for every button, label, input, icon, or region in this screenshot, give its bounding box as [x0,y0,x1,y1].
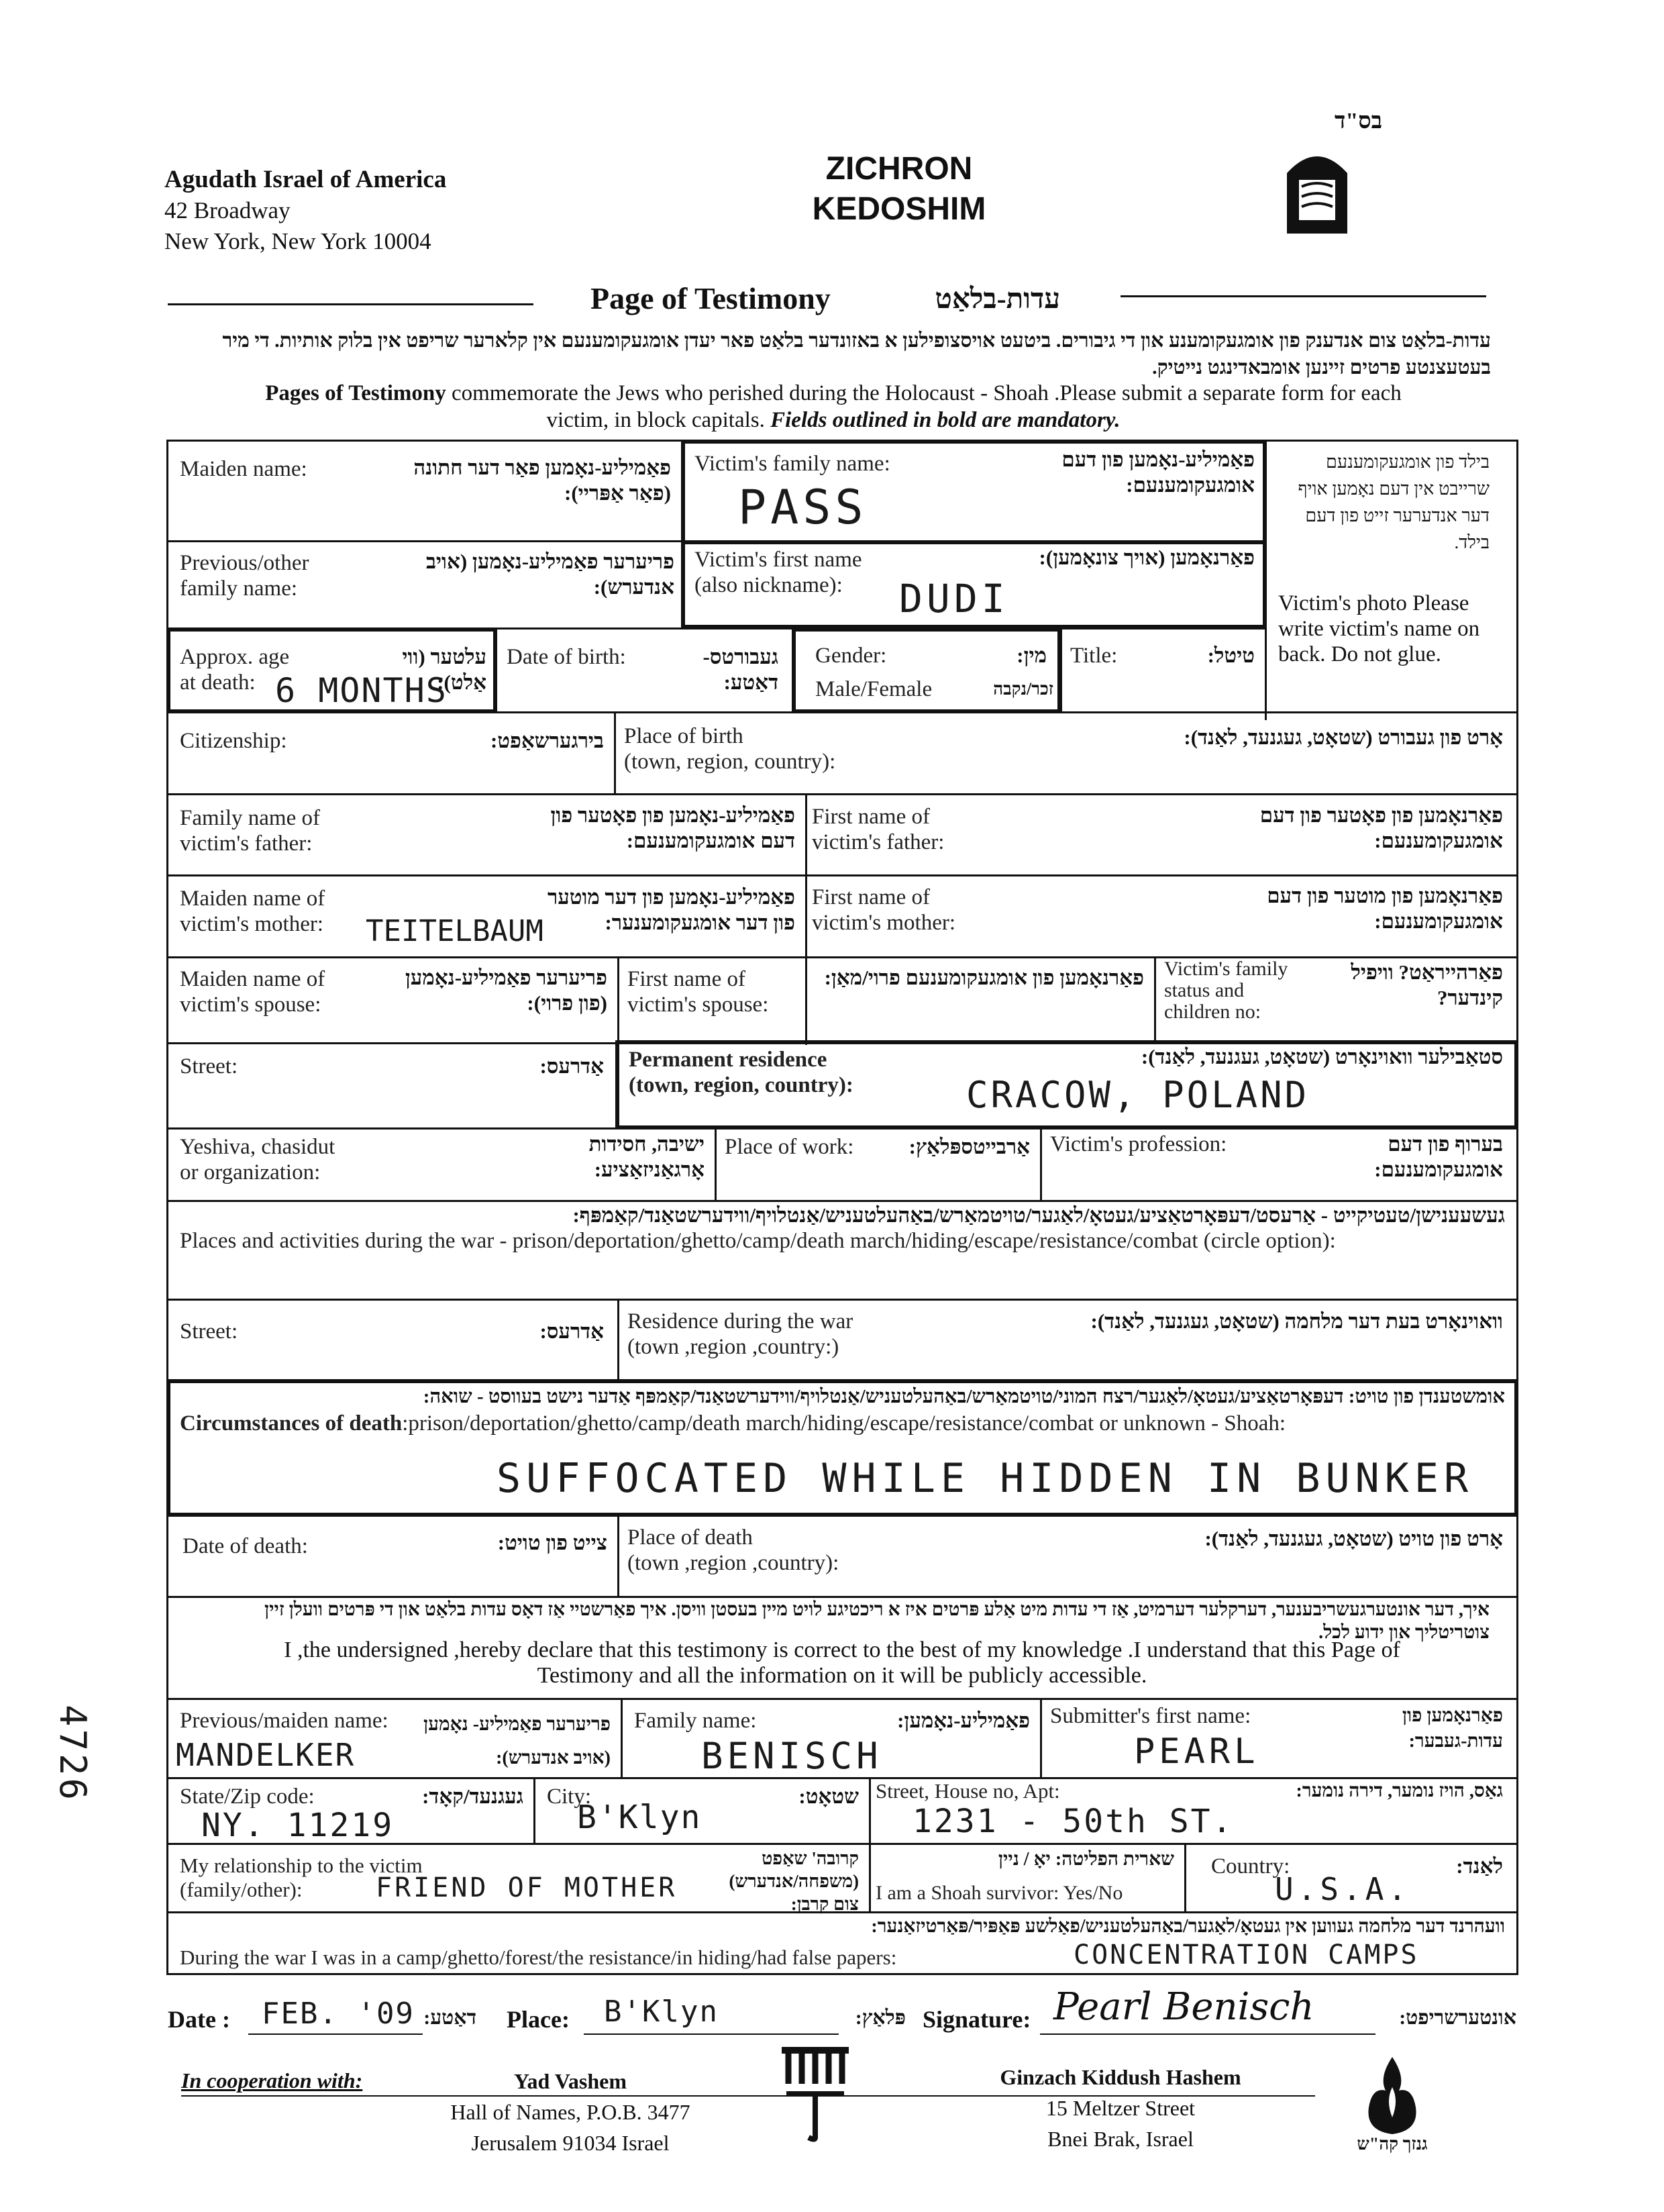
war-street-label: Street: [180,1319,238,1344]
victim-first-label-2: (also nickname): [694,573,843,597]
war-residence-label-2: (town ,region ,country:) [627,1335,839,1359]
sub-street-value[interactable]: 1231 - 50th ST. [913,1803,1234,1840]
spouse-first-heb: פאַרנאָמען פון אומגעקומענעם פרוי/מאַן: [824,966,1144,989]
perm-residence-value[interactable]: CRACOW, POLAND [966,1074,1310,1116]
divider [1154,956,1156,1044]
profession-heb: בערוף פון דעם אומגעקומענעם: [1374,1132,1503,1181]
mother-maiden-label-1: Maiden name of [180,887,325,911]
sub-country-heb: לאַנד: [1456,1854,1503,1878]
sub-prev-maiden-value[interactable]: MANDELKER [176,1737,356,1773]
divider [166,1127,1518,1129]
yeshiva-label-2: or organization: [180,1160,321,1185]
father-first-label [812,804,944,855]
divider [869,1843,871,1913]
sub-prev-maiden-heb: פריערער פאַמיליע- נאָמען (אויב אנדערש): [423,1714,611,1768]
prev-family-label-2: family name: [180,576,298,601]
spouse-first-label-2: victim's spouse: [627,993,769,1017]
signature-underline [1040,2033,1375,2035]
mother-maiden-label [180,886,325,937]
family-status-label [1164,958,1288,1023]
maiden-name-heb: פאַמיליע-נאָמען פאַר דער חתונה (פאַר אַפּריי): [413,456,671,505]
sub-relationship-heb: קרובה' שאַפט (משפחה/אנדערש) צום קרבן: [729,1848,859,1914]
zichron-logo-icon [1280,146,1354,240]
mother-first-label [812,885,955,936]
cooperation-label: In cooperation with: [181,2068,363,2093]
date-death-heb: צייט פון טויט: [497,1531,607,1554]
yad-vashem-addr-2: Jerusalem 91034 Israel [471,2131,670,2155]
intro-en [176,380,1491,434]
ginzach-block [946,2062,1295,2154]
signature-heb: אונטערשריפט: [1399,2007,1516,2029]
date-value[interactable]: FEB. '09 [262,1997,415,2031]
margin-note: 4726 [52,1705,94,1803]
spouse-maiden-label-1: Maiden name of [180,967,325,991]
birthplace-label-2: (town, region, country): [624,750,836,774]
ginzach-title: Ginzach Kiddush Hashem [1000,2065,1241,2089]
citizenship-label: Citizenship: [180,729,287,753]
sub-family-heb: פאַמיליע-נאָמען: [897,1709,1030,1732]
yad-vashem-block [429,2066,711,2158]
prev-family-heb: פריערער פאַמיליע-נאָמען (אויב אנדערש): [425,550,674,599]
sub-prev-maiden-label: Previous/maiden name: [180,1709,388,1733]
declaration-heb: איך, דער אונטערגעשריבענער, דערקלער דערמיט, אַז די עדות מיט אַלע פּרטים איז א ריכטיגע לויט מיין בעסטן וויסן. איך פאַרשטיי אַז דאָס עדות בלאַט און די פּרטים וועלן זיין צוטריטליך און ידוע לכל. [264,1599,1490,1643]
age-value[interactable]: 6 MONTHS [275,671,448,710]
sub-war-heb: וועהרנד דער מלחמה געווען אין געטאָ/לאַגער/באַהעלטעניש/פאַלשע פּאַפּיר/פּאַרטיזאַנער: [871,1916,1505,1937]
maiden-name-label: Maiden name: [180,457,307,481]
signature-label: Signature: [923,2006,1031,2033]
sub-country-label: Country: [1211,1854,1290,1878]
war-residence-label [627,1309,853,1360]
divider [166,956,1518,958]
workplace-label: Place of work: [725,1135,854,1159]
place-heb: פּלאַץ: [855,2007,906,2029]
citizenship-heb: בירגערשאַפט: [490,729,604,752]
father-first-label-1: First name of [812,805,930,829]
title-rule-right [1121,295,1486,297]
father-family-label [180,805,320,856]
circumstances-heb: אומשטענדן פון טויט: דעפּאָרטאַציע/געטאָ/לאַגער/רצח המוני/טויטמאַרש/באַהעלטעניש/אַנטלויף/ווידערשטאַנד/קאַמפּף אַדער נישט בעווסט - שואה: [423,1386,1505,1407]
place-underline [584,2033,839,2035]
victim-family-label: Victim's family name: [694,452,890,476]
place-value[interactable]: B'Klyn [604,1995,719,2029]
place-death-label [627,1525,839,1576]
victim-first-value[interactable]: DUDI [899,576,1009,621]
sub-city-label: City: [547,1784,592,1809]
yeshiva-label-1: Yeshiva, chasidut [180,1135,335,1159]
prev-family-label [180,550,309,601]
perm-residence-label-2: (town, region, country): [629,1073,853,1097]
title-label: Title: [1070,644,1118,668]
spouse-maiden-label [180,966,325,1017]
divider [1040,1127,1042,1201]
org-block [164,164,540,257]
victim-first-label [694,547,862,598]
sub-country-value[interactable]: U.S.A. [1275,1871,1411,1907]
page-title-heb: עדות-בלאַט [935,284,1060,315]
profession-label: Victim's profession: [1050,1132,1227,1156]
divider [166,1596,1518,1598]
date-death-label: Date of death: [183,1534,308,1558]
divider [715,1127,717,1201]
activities-label: Places and activities during the war - prison/deportation/ghetto/camp/death march/hiding/escape/resistance/combat (circle option): [180,1229,1336,1253]
circumstances-value[interactable]: SUFFOCATED WHILE HIDDEN IN BUNKER [497,1455,1474,1502]
spouse-maiden-label-2: victim's spouse: [180,993,321,1017]
sub-state-value[interactable]: NY. 11219 [201,1807,395,1844]
age-label-2: at death: [180,670,256,695]
bsd-mark: בס"ד [1335,109,1382,134]
gender-label: Gender: [815,644,887,668]
divider [617,1299,619,1382]
divider [617,1517,619,1597]
yad-vashem-title: Yad Vashem [513,2069,627,2093]
sub-war-label: During the war I was in a camp/ghetto/forest/the resistance/in hiding/had false papers: [180,1946,897,1969]
intro-heb: עדות-בלאַט צום אנדענק פון אומגעקומענע און די גיבורים. ביטעט אויסצופילען א באזונדער בלאַט פאר יעדן אומגעקומענעם אין קלארער שריפט אין בלוק אותיות. די מיר בעטעצנטע פרטים זיינען אומבאדינגט נייטיק. [222,330,1491,379]
mother-maiden-label-2: victim's mother: [180,912,324,936]
spouse-first-label [627,966,768,1017]
father-family-label-2: victim's father: [180,832,313,856]
divider [617,956,619,1044]
birthplace-label-1: Place of birth [624,724,743,748]
org-address-1: 42 Broadway [164,197,291,223]
intro-en-bold: Pages of Testimony [265,381,446,405]
declaration-en [195,1638,1490,1689]
ginzach-logo-text: גנזך קה"ש [1357,2134,1428,2154]
mother-maiden-value[interactable]: TEITELBAUM [366,914,543,948]
sub-city-heb: שטאָט: [798,1784,859,1808]
victim-family-value[interactable]: PASS [738,480,868,535]
divider [869,1777,871,1844]
divider [805,793,807,1045]
yad-vashem-logo-icon [778,2044,852,2144]
title-heb: טיטל: [1207,644,1255,667]
org-name: Agudath Israel of America [164,166,447,193]
sub-war-value[interactable]: CONCENTRATION CAMPS [1074,1940,1419,1970]
gender-heb: מין: [1017,644,1047,667]
gender-heb-options: זכר/נקבה [993,679,1053,699]
date-underline [248,2033,423,2035]
divider [621,1698,623,1778]
birthplace-heb: אָרט פון געבורט (שטאָט, געגנעד, לאַנד): [1184,725,1503,749]
intro-en-text-2: victim, in block capitals. [546,408,765,432]
mother-first-label-2: victim's mother: [812,911,956,935]
photo-en: Victim's photo Please write victim's name on back. Do not glue. [1278,591,1480,666]
circumstances-label [180,1411,1505,1436]
sub-street-label: Street, House no, Apt: [876,1779,1060,1803]
title-rule-left [168,303,533,305]
divider [166,711,1518,713]
divider [166,1299,1518,1301]
intro-en-text: commemorate the Jews who perished during the Holocaust - Shoah .Please submit a separate form for each [451,381,1402,405]
photo-heb: בילד פון אומגעקומענעם שרייבט אין דעם נאָמען אויף דער אנדערער זייט פון דעם בילד. [1298,452,1490,552]
yad-vashem-addr-1: Hall of Names, P.O.B. 3477 [450,2100,690,2124]
family-status-label-2: status and [1164,979,1245,1001]
age-heb: עלטער (ווי אַלט): [402,645,486,694]
perm-residence-heb: סטאַבילער וואוינאָרט (שטאָט, געגנעד, לאַנד): [1141,1045,1503,1068]
sub-first-label: Submitter's first name: [1050,1704,1251,1728]
family-status-heb: פאַרהייראַט? וויפיל קינדער? [1351,960,1503,1009]
date-label: Date : [168,2006,230,2033]
place-death-label-2: (town ,region ,country): [627,1551,839,1575]
mother-first-label-1: First name of [812,885,930,909]
sub-survivor-label[interactable]: I am a Shoah survivor: Yes/No [876,1882,1123,1904]
sub-relationship-value[interactable]: FRIEND OF MOTHER [376,1872,678,1903]
place-death-heb: אָרט פון טויט (שטאָט, געגנעד, לאַנד): [1204,1527,1503,1550]
divider [166,1698,1518,1700]
father-first-label-2: victim's father: [812,830,945,854]
father-family-heb: פאַמיליע-נאָמען פון פאָטער פון דעם אומגעקומענעם: [550,803,795,852]
org-address-2: New York, New York 10004 [164,228,431,254]
age-label-1: Approx. age [180,645,290,669]
sub-family-value[interactable]: BENISCH [701,1735,882,1777]
sub-state-heb: געגנעד/קאָד: [422,1784,523,1808]
activities-heb: געשעענישן/טעטיקייט - אַרעסט/דעפּאָרטאַציע/געטאָ/לאַגער/טויטמאַרש/באַהעלטעניש/אַנטלויף/ווידערשטאַנד/קאַמפּף: [572,1203,1505,1227]
sub-survivor-heb: שארית הפליטה: יאָ / ניין [998,1849,1174,1870]
workplace-heb: אַרבייטספּלאַץ: [908,1135,1030,1158]
page-title: Page of Testimony [590,281,831,315]
family-status-label-3: children no: [1164,1001,1261,1023]
place-death-label-1: Place of death [627,1525,753,1550]
divider [1060,627,1062,713]
sub-relationship-label-1: My relationship to the victim [180,1854,423,1877]
prev-family-label-1: Previous/other [180,551,309,575]
birthplace-label [624,723,835,774]
ginzach-addr-2: Bnei Brak, Israel [1047,2127,1194,2151]
sub-state-label: State/Zip code: [180,1784,315,1809]
street-label: Street: [180,1054,238,1078]
age-label [180,644,289,695]
perm-residence-label-1: Permanent residence [629,1048,827,1072]
date-heb: דאַטע: [423,2007,476,2029]
dob-label: Date of birth: [507,645,626,669]
divider [1040,1698,1042,1778]
war-street-heb: אַדרעס: [539,1319,604,1343]
victim-family-heb: פאַמיליע-נאָמען פון דעם אומגעקומענעם: [1061,448,1255,497]
victim-first-label-1: Victim's first name [694,548,862,572]
divider [166,1200,1518,1202]
father-first-heb: פאַרנאָמען פון פאָטער פון דעם אומגעקומענעם: [1259,803,1503,852]
sub-street-heb: גאַס, הויז נומער, דירה נומער: [1296,1780,1503,1801]
circumstances-label-text: :prison/deportation/ghetto/camp/death march/hiding/escape/resistance/combat or unknown - Shoah: [402,1411,1286,1436]
sub-city-value[interactable]: B'Klyn [577,1799,702,1836]
dob-heb: געבורטס- דאַטע: [703,645,778,694]
divider [1184,1843,1186,1913]
yeshiva-heb: ישיבה, חסידות אָרגאַניזאַציע: [588,1132,705,1181]
family-status-label-1: Victim's family [1164,958,1288,980]
mother-maiden-heb: פאַמיליע-נאָמען פון דער מוטער פון דער אומגעקומענער: [547,885,795,934]
gender-options[interactable]: Male/Female [815,677,933,701]
war-residence-label-1: Residence during the war [627,1309,853,1334]
sub-first-value[interactable]: PEARL [1134,1731,1259,1772]
ginzach-addr-1: 15 Meltzer Street [1045,2096,1196,2120]
circumstances-label-bold: Circumstances of death [180,1411,403,1436]
street-heb: אַדרעס: [539,1054,604,1078]
sub-family-label: Family name: [634,1709,757,1733]
spouse-maiden-heb: פריערער פאַמיליע-נאָמען (פון פרוי): [405,966,607,1015]
declaration-en-2: Testimony and all the information on it will be publicly accessible. [537,1663,1147,1688]
declaration-en-1: I ,the undersigned ,hereby declare that this testimony is correct to the best of my knowledge .I understand that this Page of [284,1638,1400,1662]
place-label: Place: [507,2006,570,2033]
divider [533,1777,535,1844]
title-line-2: KEDOSHIM [812,191,986,227]
mother-first-heb: פאַרנאָמען פון מוטער פון דעם אומגעקומענעם: [1267,884,1503,933]
sub-first-heb: פאַרנאָמען פון עדות-געבער: [1402,1705,1503,1752]
victim-first-heb: פאַרנאָמען (אויך צונאָמען): [1039,546,1255,569]
father-family-label-1: Family name of [180,806,320,830]
divider [166,793,1518,795]
spouse-first-label-1: First name of [627,967,745,991]
sub-relationship-label-2: (family/other): [180,1878,303,1901]
yeshiva-label [180,1134,335,1185]
form-title [725,149,1074,230]
perm-residence-label [629,1047,853,1098]
intro-en-mandatory: Fields outlined in bold are mandatory. [770,408,1121,432]
title-line-1: ZICHRON [825,151,973,187]
signature-value[interactable]: Pearl Benisch [1053,1985,1314,2029]
war-residence-heb: וואוינאָרט בעת דער מלחמה (שטאָט, געגנעד, לאַנד): [1090,1309,1503,1333]
divider [166,874,1518,876]
divider [166,540,683,542]
divider [614,711,616,795]
